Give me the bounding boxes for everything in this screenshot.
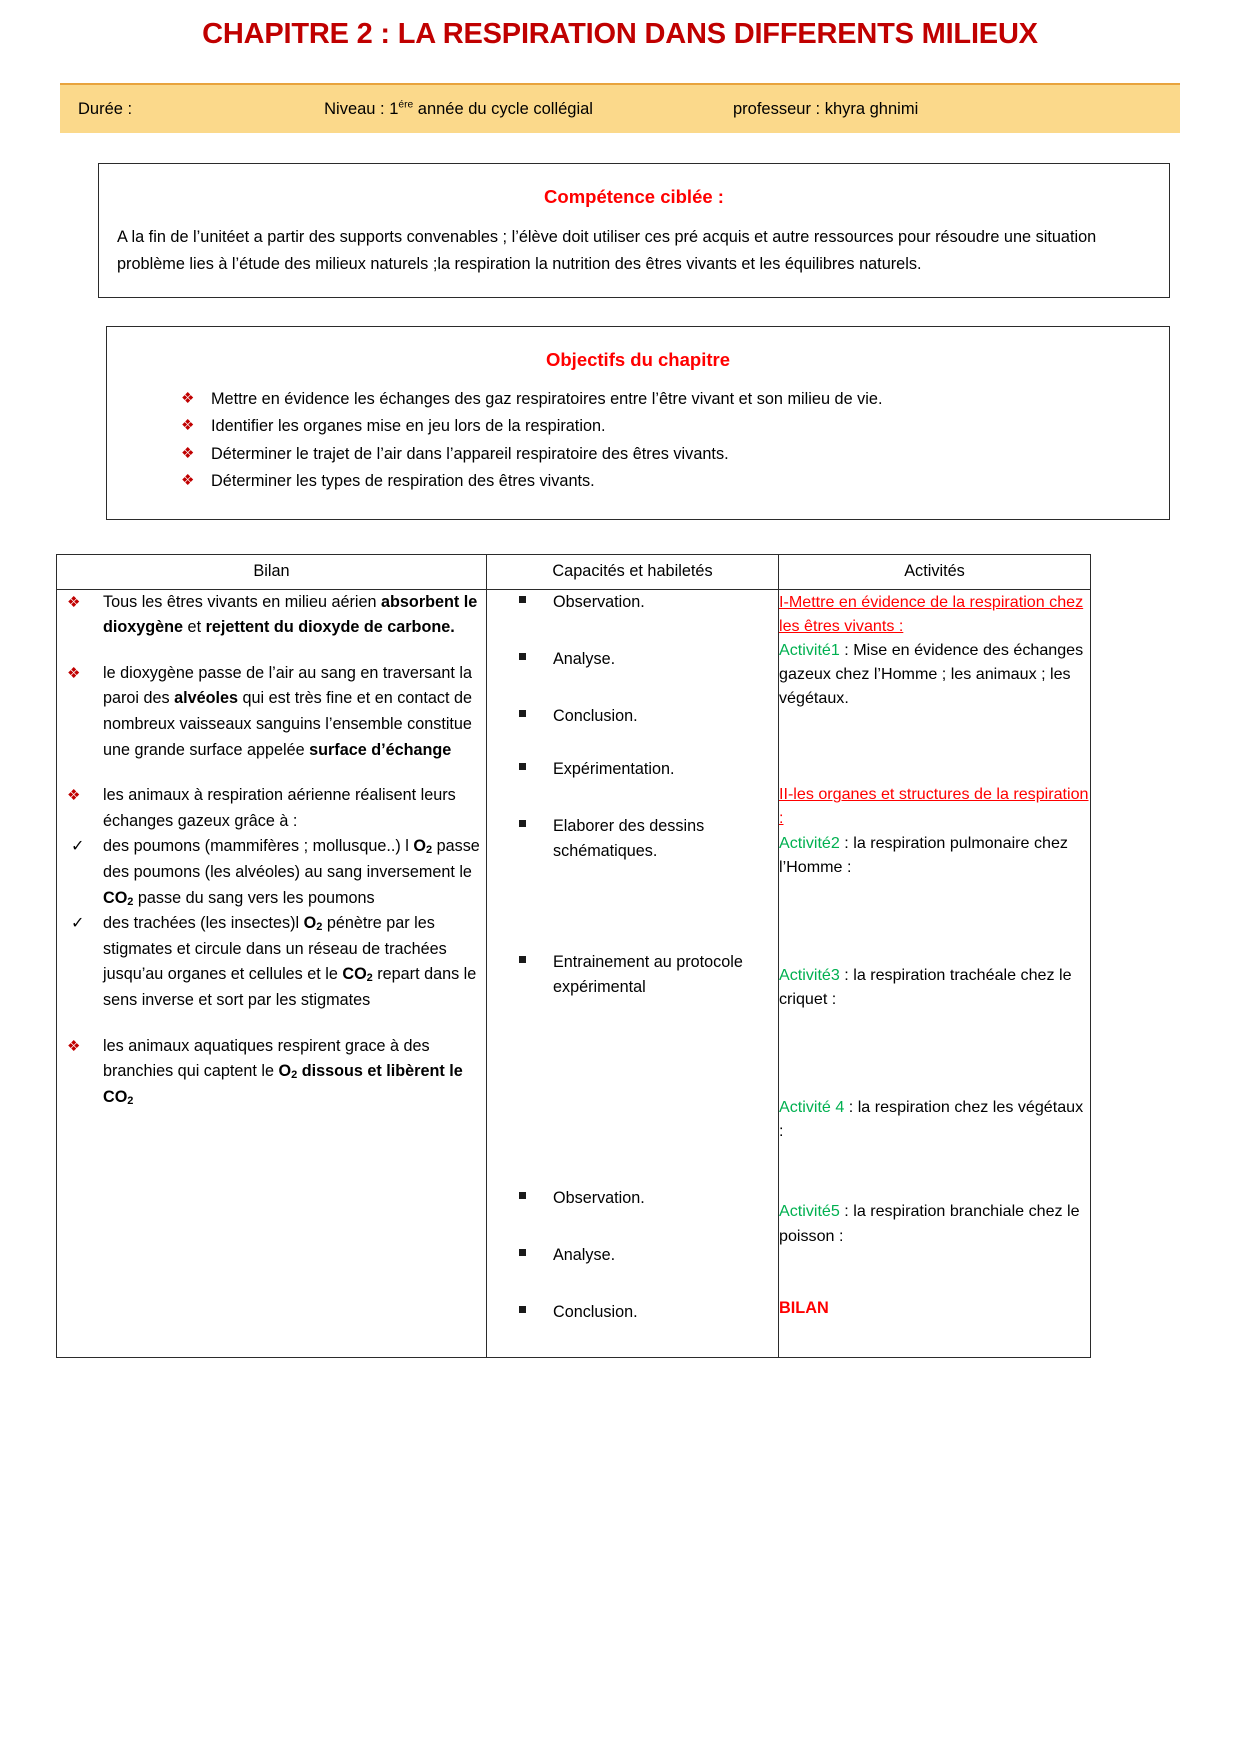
diamond-bullet-icon: ❖ <box>67 664 81 682</box>
capacite-label: Observation. <box>553 592 645 611</box>
capacite-label: Observation. <box>553 1188 645 1207</box>
check-bullet-icon: ✓ <box>71 838 85 856</box>
activite-item <box>779 1095 1090 1143</box>
bilan-item <box>57 590 486 641</box>
bilan-item <box>57 911 486 1013</box>
activite-label: Activité5 <box>779 1202 840 1221</box>
square-bullet-icon <box>519 956 526 963</box>
square-bullet-icon <box>519 1249 526 1256</box>
capacite-item <box>487 704 778 729</box>
bilan-item <box>57 783 486 834</box>
cell-bilan <box>57 589 487 1357</box>
activite-item <box>779 963 1090 1011</box>
activite-item <box>779 831 1090 879</box>
activite-label: Activité 4 <box>779 1098 845 1117</box>
activite-item <box>779 1199 1090 1247</box>
capacite-item <box>487 950 778 1000</box>
diamond-bullet-icon: ❖ <box>181 389 195 407</box>
objectifs-heading: Objectifs du chapitre <box>545 348 730 370</box>
bilan-item-text: des poumons (mammifères ; mollusque..) l $O_2$ passe des poumons (les alvéoles) au sang inversement le $CO_2$ passe du sang vers les poumons <box>103 837 480 908</box>
lesson-plan-table <box>56 554 1091 1358</box>
square-bullet-icon <box>519 1306 526 1313</box>
square-bullet-icon <box>519 1192 526 1199</box>
activites-section-heading-text: I-Mettre en évidence de la respiration chez les êtres vivants : <box>779 592 1084 635</box>
niveau-ordinal-sup: ére <box>398 99 414 111</box>
bilan-badge-text: BILAN <box>779 1298 829 1317</box>
capacite-item <box>487 1243 778 1268</box>
objectif-label: Déterminer le trajet de l’air dans l’appareil respiratoire des êtres vivants. <box>211 444 729 463</box>
cell-activites <box>779 589 1091 1357</box>
bilan-item-text: des trachées (les insectes)l $O_2$ pénètre par les stigmates et circule dans un réseau de trachées jusqu’au organes et cellules et le $CO_2$ repart dans le sens inverse et sort par les stigmates <box>103 914 477 1009</box>
activite-label: Activité3 <box>779 965 840 984</box>
header-bilan: Bilan <box>57 554 487 589</box>
header-capacites: Capacités et habiletés <box>487 554 779 589</box>
bilan-item-text: les animaux aquatiques respirent grace à des branchies qui captent le $O_2$ dissous et libèrent le $CO_2$ <box>103 1036 463 1107</box>
objectif-item <box>173 387 1151 412</box>
objectif-label: Identifier les organes mise en jeu lors de la respiration. <box>211 417 606 436</box>
capacite-item <box>487 814 778 864</box>
vertical-spacer <box>779 879 1090 963</box>
objectif-label: Mettre en évidence les échanges des gaz respiratoires entre l’être vivant et son milieu de vie. <box>211 389 883 408</box>
square-bullet-icon <box>519 653 526 660</box>
check-bullet-icon: ✓ <box>71 915 85 933</box>
capacite-label: Analyse. <box>553 649 616 668</box>
square-bullet-icon <box>519 710 526 717</box>
bilan-group <box>57 590 486 641</box>
cell-capacites <box>487 589 779 1357</box>
bilan-list <box>57 1034 486 1111</box>
objectif-item <box>173 469 1151 494</box>
objectifs-box <box>106 326 1170 520</box>
diamond-bullet-icon: ❖ <box>181 417 195 435</box>
professeur-label: professeur : khyra ghnimi <box>732 99 919 118</box>
vertical-spacer <box>779 1143 1090 1199</box>
activite-body: : Mise en évidence des échanges gazeux chez l’Homme ; les animaux ; les végétaux. <box>779 640 1084 708</box>
activites-section-heading <box>779 782 1090 830</box>
competence-heading: Compétence ciblée : <box>544 186 724 208</box>
activite-item <box>779 638 1090 710</box>
bilan-list <box>57 590 486 641</box>
objectif-item <box>173 442 1151 467</box>
activites-section-heading <box>779 590 1090 638</box>
bilan-group <box>57 1034 486 1111</box>
competence-text: A la fin de l’unitéet a partir des supports convenables ; l’élève doit utiliser ces pré acquis et autre ressources pour résoudre une situation problème lies à l’étude des milieux naturels ;la respiration la nutrition des êtres vivants et les équilibres naturels. <box>117 228 1097 273</box>
page-title: CHAPITRE 2 : LA RESPIRATION DANS DIFFERENTS MILIEUX <box>202 18 1038 50</box>
bilan-badge <box>779 1296 1090 1320</box>
square-bullet-icon <box>519 596 526 603</box>
capacite-item <box>487 590 778 615</box>
capacite-label: Entrainement au protocole expérimental <box>553 953 743 997</box>
capacite-label: Conclusion. <box>553 706 638 725</box>
objectif-item <box>173 414 1151 439</box>
objectifs-list <box>173 387 1151 495</box>
table-row <box>57 589 1091 1357</box>
square-bullet-icon <box>519 820 526 827</box>
activites-list <box>779 590 1090 1321</box>
duree-label: Durée : <box>78 99 133 118</box>
activites-section-heading-text: II-les organes et structures de la respiration : <box>779 785 1089 828</box>
bilan-item <box>57 1034 486 1111</box>
capacites-list <box>487 590 778 1325</box>
diamond-bullet-icon: ❖ <box>67 593 81 611</box>
vertical-spacer <box>779 1011 1090 1095</box>
capacite-label: Conclusion. <box>553 1302 638 1321</box>
competence-box <box>98 163 1170 298</box>
square-bullet-icon <box>519 763 526 770</box>
bilan-group <box>57 661 486 763</box>
activite-body: : la respiration trachéale chez le criquet : <box>779 965 1072 1009</box>
bilan-item-text: les animaux à respiration aérienne réalisent leurs échanges gazeux grâce à : <box>103 786 456 830</box>
header-activites: Activités <box>779 554 1091 589</box>
capacite-item <box>487 757 778 782</box>
bilan-item <box>57 834 486 911</box>
diamond-bullet-icon: ❖ <box>67 1037 81 1055</box>
bilan-item-text: le dioxygène passe de l’air au sang en traversant la paroi des alvéoles qui est très fine et en contact de nombreux vaisseaux sanguins l’ensemble constitue une grande surface appelée surface d’échange <box>103 663 472 759</box>
capacite-label: Expérimentation. <box>553 759 675 778</box>
activite-body: : la respiration pulmonaire chez l’Homme : <box>779 833 1068 876</box>
capacite-label: Analyse. <box>553 1245 616 1264</box>
capacite-item <box>487 647 778 672</box>
objectif-label: Déterminer les types de respiration des êtres vivants. <box>211 472 595 491</box>
bilan-group <box>57 783 486 1013</box>
diamond-bullet-icon: ❖ <box>181 472 195 490</box>
bilan-list <box>57 661 486 763</box>
vertical-spacer <box>779 1248 1090 1296</box>
bilan-list <box>57 783 486 1013</box>
activite-label: Activité1 <box>779 640 840 659</box>
activite-body: : la respiration branchiale chez le poisson : <box>779 1202 1080 1245</box>
document-page <box>0 8 1240 1358</box>
diamond-bullet-icon: ❖ <box>67 787 81 805</box>
capacite-item <box>487 1186 778 1211</box>
diamond-bullet-icon: ❖ <box>181 444 195 462</box>
activite-body: : la respiration chez les végétaux : <box>779 1098 1084 1141</box>
activite-label: Activité2 <box>779 833 840 852</box>
niveau-label: Niveau : $1^{ére}$ année du cycle collégial <box>324 99 593 118</box>
vertical-spacer <box>779 710 1090 782</box>
course-info-bar <box>60 83 1180 133</box>
bilan-item-text: Tous les êtres vivants en milieu aérien absorbent le dioxygène et rejettent du dioxyde de carbone. <box>103 592 478 637</box>
capacite-item <box>487 1300 778 1325</box>
bilan-item <box>57 661 486 763</box>
table-header-row <box>57 554 1091 589</box>
capacite-label: Elaborer des dessins schématiques. <box>553 817 705 861</box>
